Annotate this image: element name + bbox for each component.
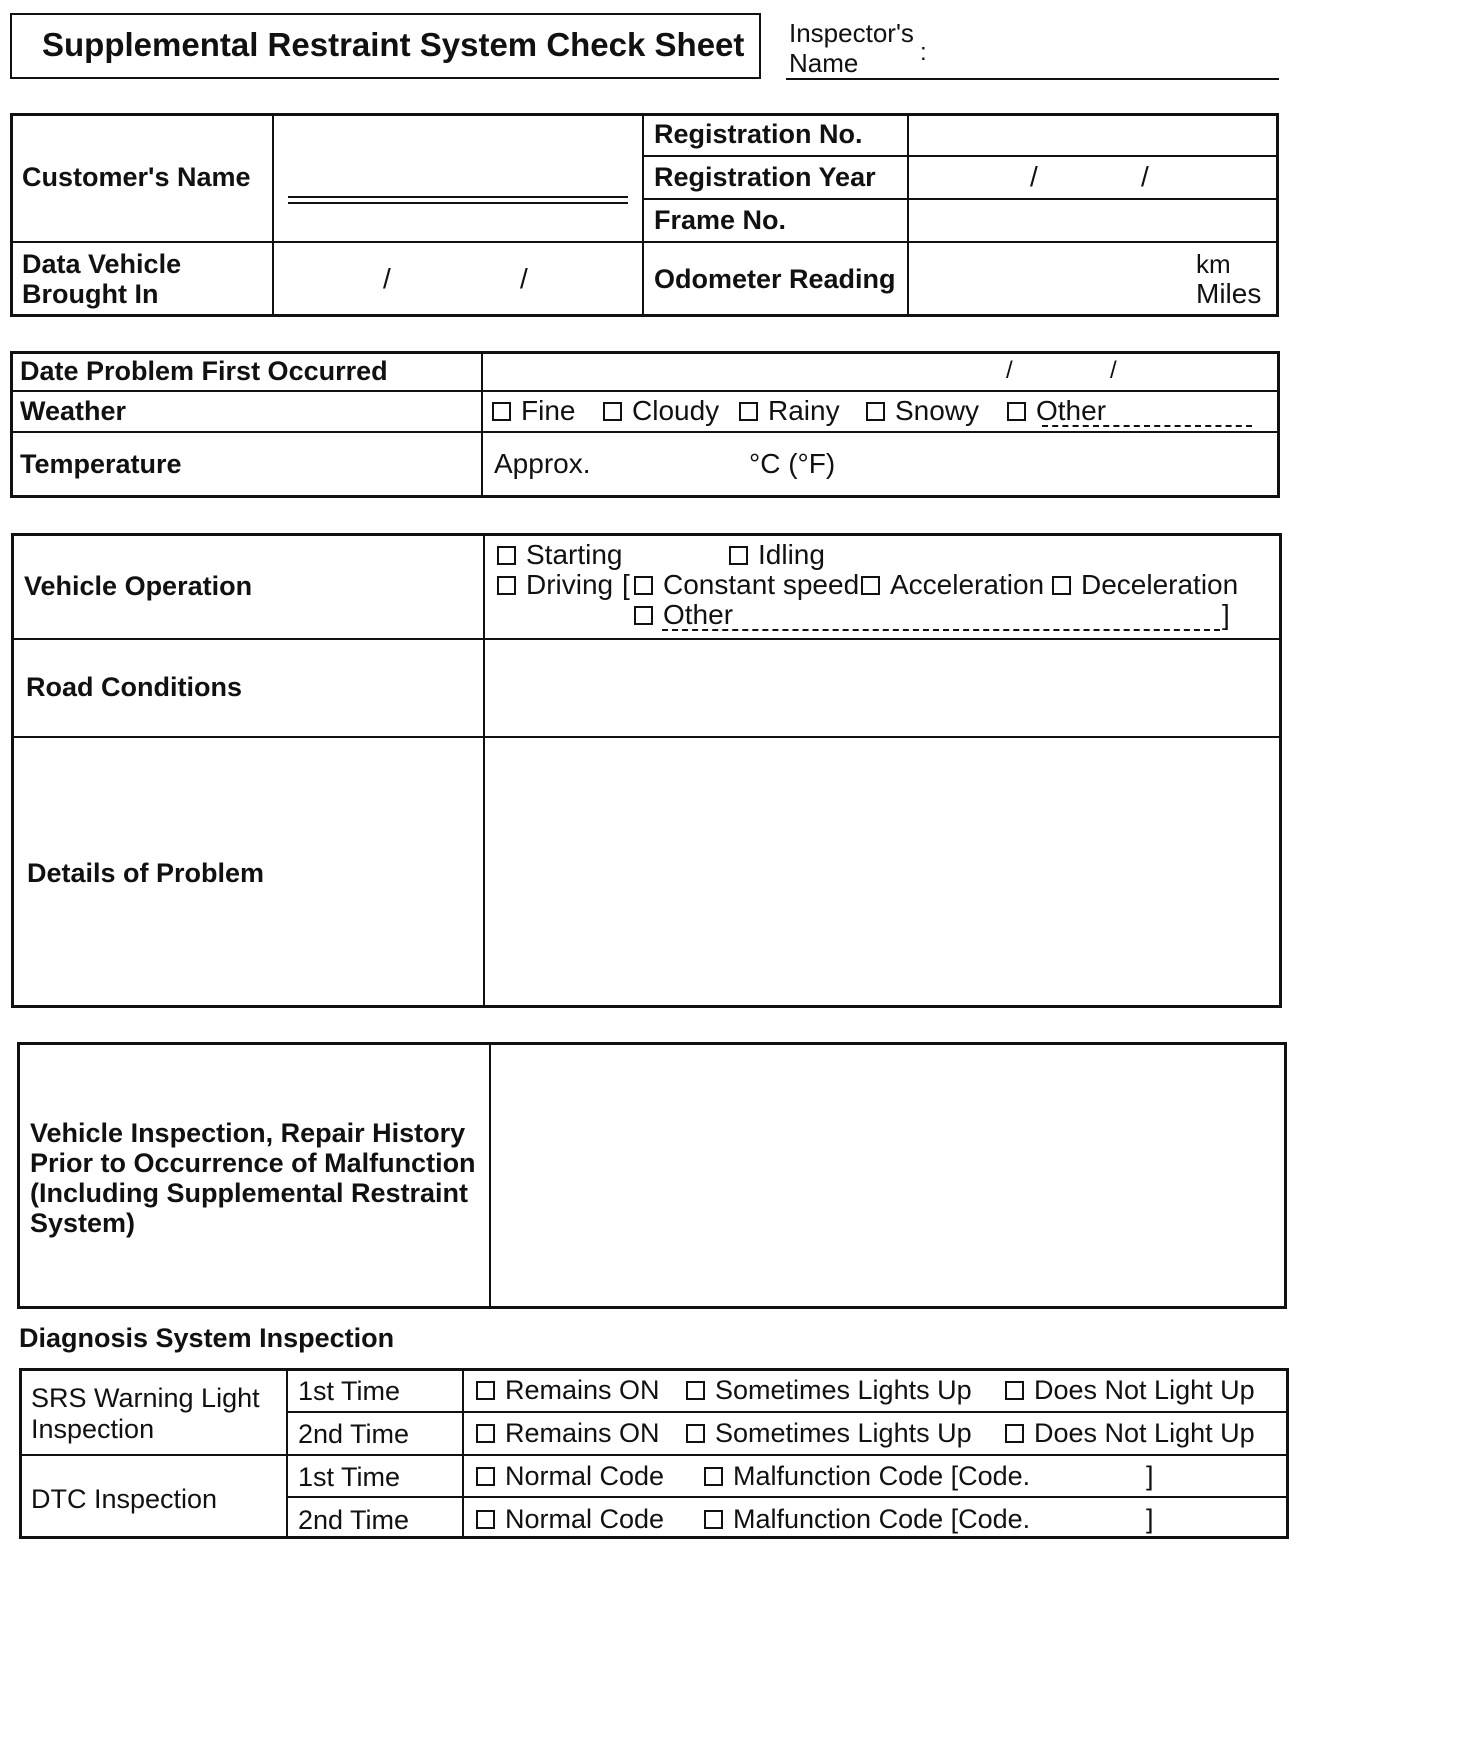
date-brought-in-sep-2: / bbox=[520, 263, 528, 294]
srs-1st-sometimes-lights-up[interactable]: Sometimes Lights Up bbox=[686, 1373, 972, 1407]
dtc-2nd-code-field[interactable] bbox=[1046, 1501, 1142, 1537]
srs-first-time-label: 1st Time bbox=[298, 1376, 401, 1406]
operation-option-other[interactable]: Other bbox=[634, 598, 733, 632]
srs-2nd-remains-on[interactable]: Remains ON bbox=[476, 1416, 660, 1450]
registration-no-field[interactable] bbox=[910, 116, 1276, 154]
odometer-unit-km: km bbox=[1196, 249, 1231, 279]
weather-option-other[interactable]: Other bbox=[1007, 394, 1106, 428]
checkbox-icon bbox=[729, 546, 748, 565]
odometer-unit-miles: Miles bbox=[1196, 278, 1262, 309]
date-first-occurred-sep-2: / bbox=[1110, 357, 1117, 384]
weather-option-fine[interactable]: Fine bbox=[492, 394, 575, 428]
dtc-second-time-label: 2nd Time bbox=[298, 1505, 410, 1535]
page-title: Supplemental Restraint System Check Sheet bbox=[42, 26, 745, 63]
date-first-occurred-label: Date Problem First Occurred bbox=[20, 356, 388, 386]
registration-year-sep-1: / bbox=[1030, 161, 1038, 192]
dtc-first-time-label: 1st Time bbox=[298, 1462, 401, 1492]
checkbox-icon bbox=[686, 1424, 705, 1443]
weather-option-cloudy[interactable]: Cloudy bbox=[603, 394, 719, 428]
vehicle-operation-label: Vehicle Operation bbox=[24, 571, 253, 601]
date-first-occurred-sep-1: / bbox=[1006, 357, 1013, 384]
dtc-1st-malfunction-code[interactable]: Malfunction Code [Code. bbox=[704, 1459, 1030, 1493]
operation-option-acceleration[interactable]: Acceleration bbox=[861, 568, 1044, 602]
customer-name-label: Customer's Name bbox=[22, 162, 251, 192]
checkbox-icon bbox=[1005, 1424, 1024, 1443]
diagnosis-section-title: Diagnosis System Inspection bbox=[19, 1323, 395, 1353]
checkbox-icon bbox=[476, 1467, 495, 1486]
operation-option-driving[interactable]: Driving bbox=[497, 568, 613, 602]
driving-close-bracket: ] bbox=[1222, 599, 1230, 630]
srs-1st-remains-on[interactable]: Remains ON bbox=[476, 1373, 660, 1407]
checkbox-icon bbox=[497, 576, 516, 595]
checkbox-icon bbox=[634, 576, 653, 595]
weather-label: Weather bbox=[20, 396, 127, 426]
checkbox-icon bbox=[497, 546, 516, 565]
history-label-line2: Prior to Occurrence of Malfunction bbox=[30, 1148, 476, 1178]
checkbox-icon bbox=[1052, 576, 1071, 595]
temperature-label: Temperature bbox=[20, 449, 182, 479]
frame-no-field[interactable] bbox=[910, 201, 1276, 239]
checkbox-icon bbox=[704, 1510, 723, 1529]
date-brought-in-label-line1: Data Vehicle bbox=[22, 249, 182, 279]
srs-second-time-label: 2nd Time bbox=[298, 1419, 410, 1449]
operation-option-starting[interactable]: Starting bbox=[497, 538, 623, 572]
checkbox-icon bbox=[492, 402, 511, 421]
registration-year-field[interactable] bbox=[910, 158, 1276, 196]
dtc-label: DTC Inspection bbox=[31, 1484, 218, 1514]
inspector-colon: : bbox=[920, 39, 927, 66]
checkbox-icon bbox=[603, 402, 622, 421]
operation-other-field[interactable] bbox=[662, 629, 1220, 631]
checkbox-icon bbox=[476, 1381, 495, 1400]
inspector-label-line2: Name bbox=[789, 48, 859, 78]
checkbox-icon bbox=[866, 402, 885, 421]
temperature-unit: °C (°F) bbox=[749, 448, 836, 479]
srs-label-line1: SRS Warning Light bbox=[31, 1383, 260, 1413]
date-brought-in-label-line2: Brought In bbox=[22, 279, 159, 309]
checkbox-icon bbox=[861, 576, 880, 595]
history-label-line1: Vehicle Inspection, Repair History bbox=[30, 1118, 466, 1148]
dtc-2nd-close-bracket: ] bbox=[1146, 1504, 1154, 1534]
customer-name-field[interactable] bbox=[288, 196, 628, 204]
dtc-2nd-normal-code[interactable]: Normal Code bbox=[476, 1502, 664, 1536]
checkbox-icon bbox=[1005, 1381, 1024, 1400]
operation-option-idling[interactable]: Idling bbox=[729, 538, 825, 572]
frame-no-label: Frame No. bbox=[654, 205, 787, 235]
srs-1st-does-not-light-up[interactable]: Does Not Light Up bbox=[1005, 1373, 1255, 1407]
odometer-label: Odometer Reading bbox=[654, 264, 896, 294]
details-of-problem-label: Details of Problem bbox=[27, 858, 265, 888]
checkbox-icon bbox=[1007, 402, 1026, 421]
history-label-line3: (Including Supplemental Restraint bbox=[30, 1178, 469, 1208]
details-of-problem-field[interactable] bbox=[487, 739, 1279, 1005]
registration-year-sep-2: / bbox=[1141, 161, 1149, 192]
srs-label-line2: Inspection bbox=[31, 1414, 155, 1444]
weather-other-field[interactable] bbox=[1042, 425, 1252, 427]
checkbox-icon bbox=[739, 402, 758, 421]
dtc-1st-close-bracket: ] bbox=[1146, 1461, 1154, 1491]
date-brought-in-sep-1: / bbox=[383, 263, 391, 294]
road-conditions-field[interactable] bbox=[487, 641, 1279, 734]
weather-option-rainy[interactable]: Rainy bbox=[739, 394, 840, 428]
temperature-prefix: Approx. bbox=[494, 448, 591, 479]
dtc-1st-normal-code[interactable]: Normal Code bbox=[476, 1459, 664, 1493]
temperature-field[interactable] bbox=[610, 440, 740, 480]
dtc-2nd-malfunction-code[interactable]: Malfunction Code [Code. bbox=[704, 1502, 1030, 1536]
srs-2nd-sometimes-lights-up[interactable]: Sometimes Lights Up bbox=[686, 1416, 972, 1450]
operation-option-deceleration[interactable]: Deceleration bbox=[1052, 568, 1238, 602]
road-conditions-label: Road Conditions bbox=[26, 672, 242, 702]
checkbox-icon bbox=[634, 606, 653, 625]
operation-option-constant-speed[interactable]: Constant speed bbox=[634, 568, 859, 602]
checkbox-icon bbox=[686, 1381, 705, 1400]
driving-open-bracket: [ bbox=[622, 569, 630, 600]
history-label-line4: System) bbox=[30, 1208, 136, 1238]
weather-option-snowy[interactable]: Snowy bbox=[866, 394, 979, 428]
checkbox-icon bbox=[704, 1467, 723, 1486]
inspector-name-field[interactable] bbox=[786, 78, 1279, 80]
registration-year-label: Registration Year bbox=[654, 162, 876, 192]
dtc-1st-code-field[interactable] bbox=[1046, 1458, 1142, 1494]
registration-no-label: Registration No. bbox=[654, 119, 863, 149]
date-first-occurred-field[interactable] bbox=[484, 353, 1278, 389]
checkbox-icon bbox=[476, 1510, 495, 1529]
history-field[interactable] bbox=[493, 1046, 1285, 1306]
date-brought-in-field[interactable] bbox=[276, 244, 640, 314]
inspector-label-line1: Inspector's bbox=[789, 18, 914, 48]
srs-2nd-does-not-light-up[interactable]: Does Not Light Up bbox=[1005, 1416, 1255, 1450]
checkbox-icon bbox=[476, 1424, 495, 1443]
